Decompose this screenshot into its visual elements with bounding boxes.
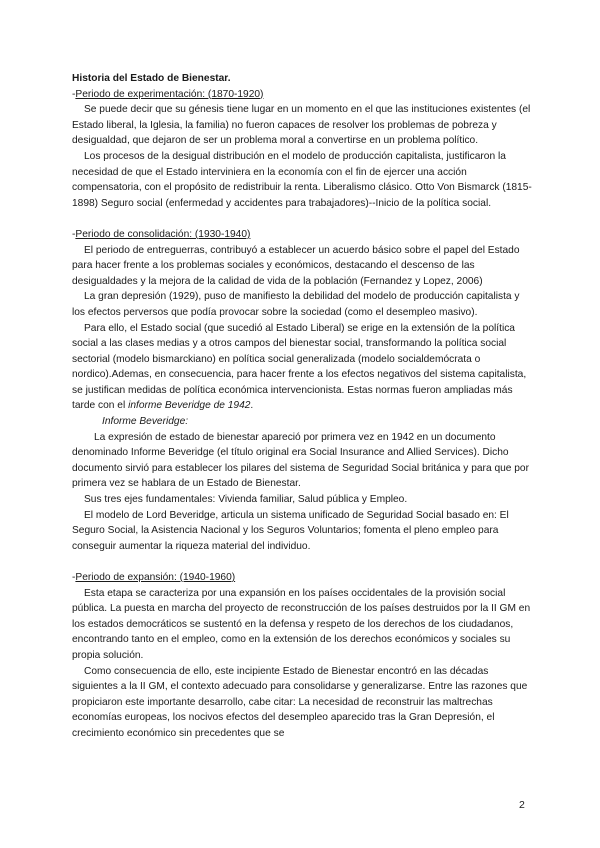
paragraph: Se puede decir que su génesis tiene lugar en un momento en el que las instituciones existentes (el Estado liberal, la Iglesia, la familia) no fueron capaces de resolver los problemas de pobreza y desigualdad, que dejaron de ser un problema moral a convertirse en un problema político. (72, 104, 531, 147)
section-dash: - (72, 228, 76, 240)
section-heading-consolidacion (72, 227, 532, 243)
spacer (72, 554, 532, 570)
italic-reference: informe Beveridge de 1942 (128, 400, 251, 412)
paragraph: Sus tres ejes fundamentales: Vivienda familiar, Salud pública y Empleo. (84, 494, 408, 506)
section-heading-text: Periodo de expansión: (1940-1960) (75, 572, 236, 583)
paragraph: Los procesos de la desigual distribución en el modelo de producción capitalista, justificaron la necesidad de que el Estado interviniera en la economía con el fin de ejercer una acción compensatoria, con el propósito de redistribuir la renta. Liberalismo clásico. Otto Von Bismarck (1815-1898) Seguro social (enfermedad y accidentes para trabajadores)--Inicio de la política social. (72, 150, 532, 209)
paragraph: El modelo de Lord Beveridge, articula un sistema unificado de Seguridad Social basado en: El Seguro Social, la Asistencia Nacional y los Seguros Voluntarios; fomenta el pleno empleo para conseguir aumentar la riqueza material del individuo. (72, 509, 509, 552)
paragraph: El periodo de entreguerras, contribuyó a establecer un acuerdo básico sobre el papel del Estado para hacer frente a los problemas sociales y económicos, destacando el descenso de las desigualdades y la mejora de la calidad de vida de la población (Fernandez y Lopez, 2006) (72, 244, 520, 287)
spacer (72, 211, 532, 227)
section-dash: - (72, 572, 76, 583)
paragraph-text: Para ello, el Estado social (que sucedió al Estado Liberal) se erige en la extensión de la política social a las clases medias y a otros campos del bienestar social, transformando la política social sectorial (modelo bismarckiano) en política social generalizada (modelo socialdemócrata o nordico).Ademas, en consecuencia, para hacer frente a los efectos negativos del sistema capitalista, se justifican medidas de política económica intervencionista. Estas normas fueron ampliadas más tarde con el (72, 322, 527, 412)
document-title: Historia del Estado de Bienestar. (72, 73, 231, 84)
paragraph (72, 321, 532, 415)
paragraph: La expresión de estado de bienestar apareció por primera vez en 1942 en un documento denominado Informe Beveridge (el título original era Social Insurance and Allied Services). Dicho documento sirvió para establecer los pilares del sistema de Seguridad Social británica y para que por primera vez se hablara de un Estado de Bienestar. (72, 431, 529, 490)
subheading-informe-beveridge: Informe Beveridge: (102, 416, 189, 428)
section-heading-expansion (72, 570, 532, 586)
section-dash: - (72, 88, 76, 100)
page-number: 2 (519, 799, 525, 811)
paragraph: Esta etapa se caracteriza por una expansión en los países occidentales de la provisión social pública. La puesta en marcha del proyecto de reconstrucción de los países destruidos por la II GM en los estados democráticos se sustentó en la defensa y respeto de los derechos de los ciudadanos, encontrando tanto en el empleo, como en la extensión de los derechos económicos y sociales su propia solución. (72, 587, 531, 661)
paragraph: Como consecuencia de ello, este incipiente Estado de Bienestar encontró en las décadas siguientes a la II GM, el contexto adecuado para consolidarse y generalizarse. Entre las razones que propiciaron este importante desarrollo, cabe citar: La necesidad de reconstruir las maltrechas economías europeas, los nocivos efectos del desempleo aparecido tras la Gran Depresión, el crecimiento económico sin precedentes que se (72, 665, 528, 739)
paragraph-end: . (250, 400, 254, 412)
section-heading-experimentacion (72, 87, 532, 103)
document-page (72, 71, 532, 742)
paragraph: La gran depresión (1929), puso de manifiesto la debilidad del modelo de producción capitalista y los efectos perversos que podía provocar sobre la sociedad (como el desempleo masivo). (72, 291, 520, 318)
section-heading-text: Periodo de experimentación: (1870-1920) (75, 88, 264, 100)
section-heading-text: Periodo de consolidación: (1930-1940) (75, 228, 251, 240)
